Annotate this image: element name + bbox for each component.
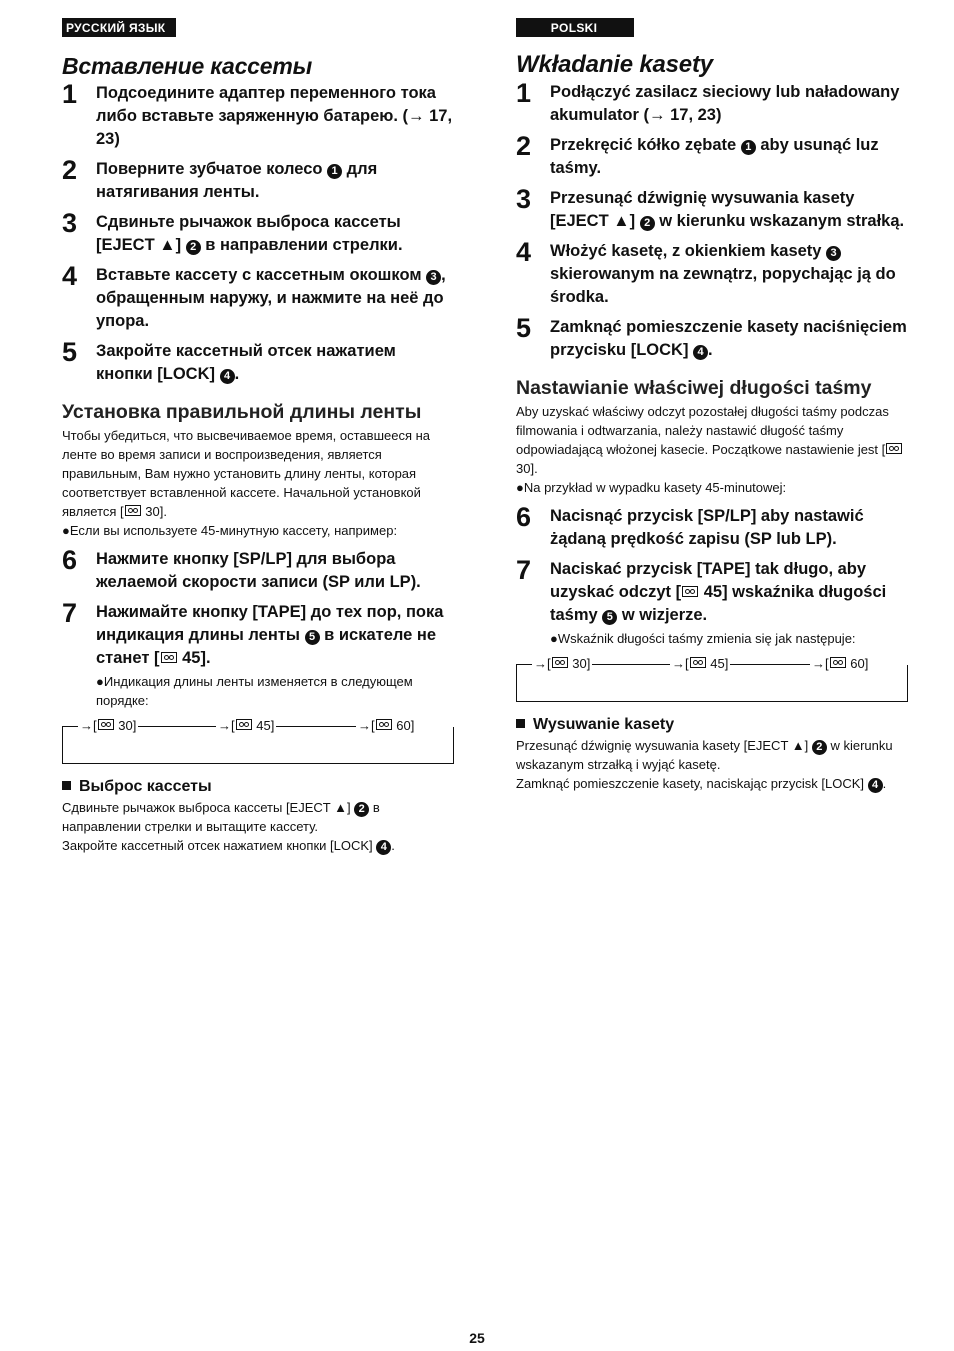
- callout-marker: 1: [327, 164, 342, 179]
- step-text: Подсоедините адаптер переменного тока либо вставьте заряженную батарею. (→ 17, 23): [96, 84, 453, 148]
- body-text: Чтобы убедиться, что высвечиваемое время, оставшееся на ленте во время записи и воспроизведения, является правильным, Вам нужно установить длину ленты, которая соответствует вставленной кассете. Начальной установкой является [: [62, 428, 431, 519]
- step-2: [62, 155, 454, 204]
- tape-icon: [236, 719, 252, 730]
- step-text: Podłączyć zasilacz sieciowy lub naładowany akumulator (→ 17, 23): [550, 83, 900, 124]
- step-text-cont: aby usunąć luz taśmy.: [550, 136, 879, 177]
- step-number: 7: [516, 555, 532, 585]
- body-text: Przesunąć dźwignię wysuwania kasety [EJECT ▲]: [516, 738, 812, 753]
- step-text: Włożyć kasetę, z okienkiem kasety: [550, 242, 827, 260]
- step-text-cont: .: [708, 341, 713, 359]
- step-4: [62, 261, 454, 333]
- tape-length-30: →[ 30]: [534, 656, 591, 671]
- step-text: Нажмите кнопку [SP/LP] для выбора желаемой скорости записи (SP или LP).: [96, 550, 421, 591]
- subsection-title: Nastawianie właściwej długości taśmy: [516, 377, 872, 399]
- step-number: 4: [516, 237, 532, 267]
- step-text: Нажимайте кнопку [TAPE] до тех пор, пока индикация длины ленты: [96, 603, 444, 644]
- eject-heading: [62, 778, 454, 796]
- callout-marker: 5: [602, 610, 617, 625]
- eject-heading-text: Выброс кассеты: [79, 778, 212, 795]
- cycle-arrow: [728, 664, 814, 665]
- language-badge: POLSKI: [516, 18, 634, 37]
- step-number: 6: [62, 545, 78, 575]
- tape-value: 45]: [256, 718, 275, 733]
- tape-icon: [98, 719, 114, 730]
- step-6: [516, 502, 908, 551]
- cycle-arrow: [134, 726, 220, 727]
- tape-value: 45]: [710, 656, 729, 671]
- bullet-note: ●Na przykład w wypadku kasety 45-minutowej:: [516, 480, 787, 495]
- step-5: [516, 313, 908, 362]
- square-bullet-icon: [516, 719, 525, 728]
- tape-icon: [376, 719, 392, 730]
- step-text: Naciskać przycisk [TAPE] tak długo, aby uzyskać odczyt [: [550, 560, 867, 601]
- step-number: 7: [62, 598, 78, 628]
- tape-length-60: →[ 60]: [358, 718, 415, 733]
- tape-icon: [552, 657, 568, 668]
- callout-marker: 5: [305, 630, 320, 645]
- step-text: Przekręcić kółko zębate: [550, 136, 741, 154]
- step-text: Przesunąć dźwignię wysuwania kasety [EJECT ▲]: [550, 189, 855, 230]
- step-number: 5: [62, 337, 78, 367]
- step-number: 3: [516, 184, 532, 214]
- step-number: 3: [62, 208, 78, 238]
- eject-heading: [516, 716, 908, 734]
- step-number: 4: [62, 261, 78, 291]
- body-text-end: .: [882, 776, 887, 791]
- eject-paragraph: [516, 736, 908, 793]
- page-number: 25: [469, 1330, 485, 1346]
- step-1: [62, 79, 454, 151]
- tape-length-45: →[ 45]: [672, 656, 729, 671]
- tape-icon: [830, 657, 846, 668]
- step-4: [516, 237, 908, 309]
- body-text-cont: 30].: [141, 504, 167, 519]
- step-7: [62, 598, 454, 710]
- square-bullet-icon: [62, 781, 71, 790]
- tape-value: 30]: [118, 718, 137, 733]
- body-text: Закройте кассетный отсек нажатием кнопки [LOCK]: [62, 838, 377, 853]
- body-text: Zamknąć pomieszczenie kasety, naciskając przycisk [LOCK]: [516, 776, 868, 791]
- callout-marker: 2: [354, 802, 369, 817]
- body-text-cont: 30].: [516, 461, 538, 476]
- step-3: [516, 184, 908, 233]
- callout-marker: 2: [812, 740, 827, 755]
- step-5: [62, 337, 454, 386]
- callout-marker: 1: [741, 140, 756, 155]
- step-text-cont: , обращенным наружу, и нажмите на неё до упора.: [96, 266, 446, 330]
- step-text-end: 45].: [177, 649, 211, 667]
- tape-length-45: →[ 45]: [218, 718, 275, 733]
- callout-marker: 2: [640, 216, 655, 231]
- russian-column: [62, 18, 454, 855]
- tape-length-cycle-diagram: [62, 718, 454, 764]
- step-text: Сдвиньте рычажок выброса кассеты [EJECT ▲]: [96, 213, 401, 254]
- section-title: Вставление кассеты: [62, 53, 313, 79]
- step-6: [62, 545, 454, 594]
- polish-column: [516, 18, 908, 793]
- tape-value: 30]: [572, 656, 591, 671]
- step-text: Закройте кассетный отсек нажатием кнопки [LOCK]: [96, 342, 396, 383]
- body-text: Aby uzyskać właściwy odczyt pozostałej długości taśmy podczas filmowania i odtwarzania, należy nastawić długość taśmy odpowiadającą włożonej kasecie. Początkowe nastawienie jest [: [516, 404, 889, 457]
- step-number: 1: [62, 79, 78, 109]
- tape-icon: [690, 657, 706, 668]
- step-note: ●Wskaźnik długości taśmy zmienia się jak następuje:: [550, 631, 856, 646]
- tape-length-30: →[ 30]: [80, 718, 137, 733]
- step-text-cont: skierowanym na zewnątrz, popychając ją do środka.: [550, 265, 896, 306]
- callout-marker: 3: [426, 270, 441, 285]
- tape-icon: [682, 586, 698, 597]
- eject-heading-text: Wysuwanie kasety: [533, 716, 675, 733]
- tape-value: 60]: [850, 656, 869, 671]
- callout-marker: 2: [186, 240, 201, 255]
- step-text-cont: .: [234, 365, 240, 383]
- step-text: Поверните зубчатое колесо: [96, 160, 328, 178]
- body-paragraph: [62, 426, 454, 521]
- step-text-cont: для натягивания ленты.: [96, 160, 378, 201]
- body-paragraph: [516, 402, 908, 478]
- cycle-arrow: [588, 664, 674, 665]
- step-text: Nacisnąć przycisk [SP/LP] aby nastawić żądaną prędkość zapisu (SP lub LP).: [550, 507, 864, 548]
- step-number: 6: [516, 502, 532, 532]
- tape-icon: [161, 652, 177, 663]
- step-7: [516, 555, 908, 648]
- step-text-cont: w kierunku wskazanym strałką.: [654, 212, 905, 230]
- step-text-cont: в искателе не станет [: [96, 626, 437, 667]
- step-2: [516, 131, 908, 180]
- callout-marker: 4: [693, 345, 708, 360]
- body-text-cont: в направлении стрелки и вытащите кассету.: [62, 800, 380, 834]
- step-number: 2: [516, 131, 532, 161]
- callout-marker: 4: [868, 778, 883, 793]
- step-text-cont: 45] wskaźnika długości taśmy: [550, 583, 887, 624]
- step-3: [62, 208, 454, 257]
- tape-icon: [125, 505, 141, 516]
- step-note: ●Индикация длины ленты изменяется в следующем порядке:: [96, 674, 413, 708]
- body-text-cont: w kierunku wskazanym strzałką i wyjąć kasetę.: [516, 738, 893, 772]
- tape-value: 60]: [396, 718, 415, 733]
- step-text-end: w wizjerze.: [617, 606, 708, 624]
- step-text: Вставьте кассету с кассетным окошком: [96, 266, 427, 284]
- cycle-arrow: [274, 726, 360, 727]
- callout-marker: 3: [826, 246, 841, 261]
- body-text: Сдвиньте рычажок выброса кассеты [EJECT ▲]: [62, 800, 355, 815]
- tape-length-cycle-diagram: [516, 656, 908, 702]
- tape-icon: [886, 443, 902, 454]
- body-text-end: .: [391, 838, 395, 853]
- callout-marker: 4: [220, 369, 235, 384]
- step-text-cont: в направлении стрелки.: [200, 236, 403, 254]
- step-number: 1: [516, 78, 532, 108]
- step-text: Zamknąć pomieszczenie kasety naciśnięciem przycisku [LOCK]: [550, 318, 907, 359]
- step-1: [516, 78, 908, 127]
- step-number: 5: [516, 313, 532, 343]
- language-badge: РУССКИЙ ЯЗЫК: [62, 18, 176, 37]
- step-number: 2: [62, 155, 78, 185]
- subsection-title: Установка правильной длины ленты: [62, 401, 422, 423]
- bullet-note: ●Если вы используете 45-минутную кассету, например:: [62, 523, 398, 538]
- section-title: Wkładanie kasety: [516, 51, 713, 78]
- tape-length-60: →[ 60]: [812, 656, 869, 671]
- callout-marker: 4: [376, 840, 391, 855]
- eject-paragraph: [62, 798, 454, 855]
